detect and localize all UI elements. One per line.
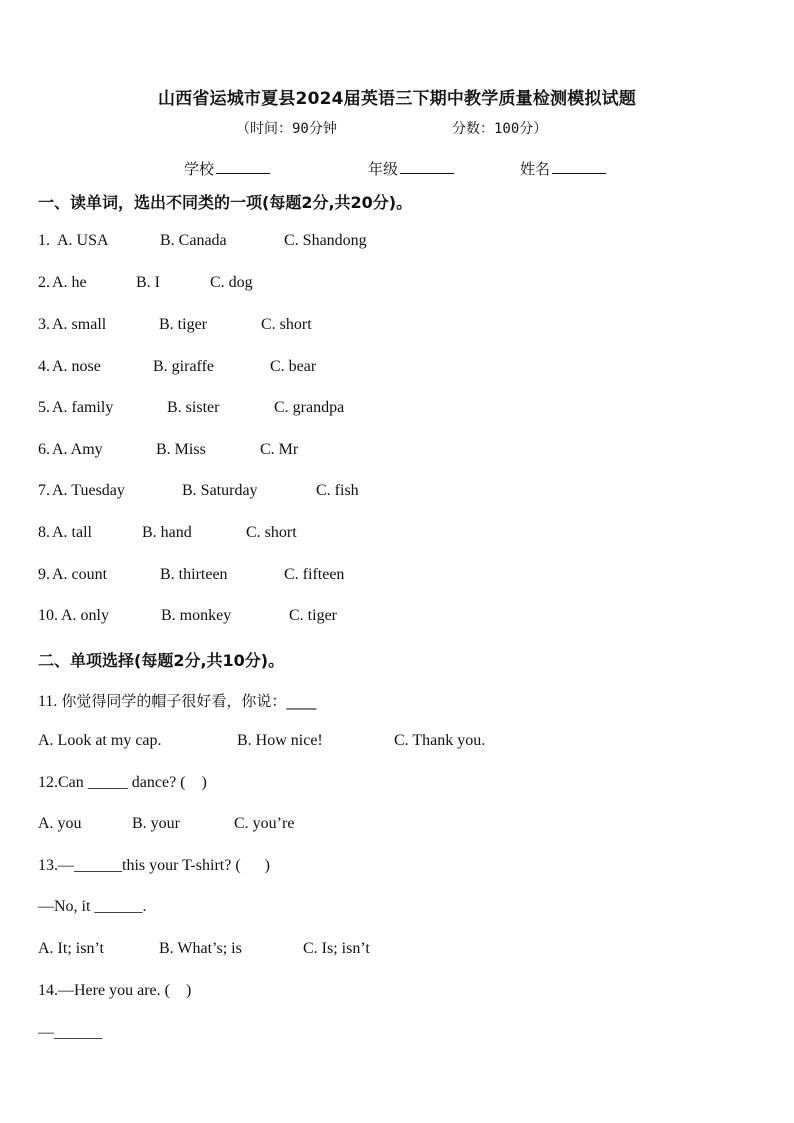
question-8-option-c: C. short (246, 524, 297, 541)
question-7-option-a: A. Tuesday (52, 482, 125, 499)
question-2-number: 2. (38, 274, 50, 291)
name-label: 姓名 (520, 160, 551, 178)
name-field (520, 158, 606, 179)
question-2-option-b: B. I (136, 274, 160, 291)
question-10-option-c: C. tiger (289, 607, 337, 624)
exam-score: 分数：100分） (452, 121, 548, 137)
school-blank (216, 159, 270, 174)
question-5-option-a: A. family (52, 399, 114, 416)
question-1-number: 1. (38, 232, 54, 249)
question-13-reply: —No, it ______. (38, 898, 147, 915)
question-5-number: 5. (38, 399, 50, 416)
question-4-option-c: C. bear (270, 358, 317, 375)
question-2-option-c: C. dog (210, 274, 253, 291)
exam-time: （时间：90分钟 (236, 121, 337, 137)
question-12-option-c: C. you’re (234, 815, 295, 832)
question-10-number: 10. (38, 607, 58, 624)
question-4-option-b: B. giraffe (153, 358, 215, 375)
question-6-option-c: C. Mr (260, 441, 299, 458)
question-3-option-a: A. small (52, 316, 107, 333)
page-title: 山西省运城市夏县2024届英语三下期中教学质量检测模拟试题 (157, 89, 637, 109)
question-12-option-b: B. your (132, 815, 180, 832)
question-10-option-b: B. monkey (161, 607, 232, 624)
question-14: 14.—Here you are. ( ) (38, 982, 192, 999)
name-blank (552, 159, 606, 174)
question-9-option-a: A. count (52, 566, 108, 583)
question-4-option-a: A. nose (52, 358, 101, 375)
question-11-number: 11. (38, 693, 62, 710)
question-12: 12.Can _____ dance? ( ) (38, 774, 207, 791)
question-1-option-a: A. USA (57, 232, 109, 249)
question-13-option-a: A. It; isn’t (38, 940, 104, 957)
grade-label: 年级 (368, 160, 399, 178)
part2-heading: 二、单项选择(每题2分,共10分)。 (38, 651, 285, 670)
question-1-option-c: C. Shandong (284, 232, 367, 249)
question-11-option-c: C. Thank you. (394, 732, 486, 749)
school-field (184, 158, 270, 179)
school-label: 学校 (184, 160, 215, 178)
question-7-option-c: C. fish (316, 482, 359, 499)
question-3-option-b: B. tiger (159, 316, 207, 333)
question-9-option-b: B. thirteen (160, 566, 228, 583)
grade-blank (400, 159, 454, 174)
grade-field (368, 158, 454, 179)
question-4-number: 4. (38, 358, 50, 375)
question-6-option-b: B. Miss (156, 441, 206, 458)
question-9-number: 9. (38, 566, 50, 583)
question-12-option-a: A. you (38, 815, 82, 832)
question-6-number: 6. (38, 441, 50, 458)
question-8-number: 8. (38, 524, 50, 541)
question-3-number: 3. (38, 316, 50, 333)
question-11 (38, 690, 316, 711)
question-6-option-a: A. Amy (52, 441, 103, 458)
question-13-option-c: C. Is; isn’t (303, 940, 370, 957)
question-11-text: 你觉得同学的帽子很好看，你说：____ (61, 692, 317, 710)
question-5-option-c: C. grandpa (274, 399, 345, 416)
question-8-option-b: B. hand (142, 524, 192, 541)
question-1-option-b: B. Canada (160, 232, 227, 249)
part1-heading: 一、读单词，选出不同类的一项(每题2分,共20分)。 (38, 193, 413, 212)
question-7-number: 7. (38, 482, 50, 499)
question-10-option-a: A. only (61, 607, 109, 624)
question-13: 13.—______this your T-shirt? ( ) (38, 857, 270, 874)
question-11-option-b: B. How nice! (237, 732, 323, 749)
question-11-option-a: A. Look at my cap. (38, 732, 162, 749)
question-5-option-b: B. sister (167, 399, 220, 416)
question-3-option-c: C. short (261, 316, 312, 333)
question-9-option-c: C. fifteen (284, 566, 345, 583)
question-14-reply: —______ (38, 1024, 102, 1041)
question-7-option-b: B. Saturday (182, 482, 258, 499)
question-13-option-b: B. What’s; is (159, 940, 242, 957)
question-8-option-a: A. tall (52, 524, 92, 541)
question-2-option-a: A. he (52, 274, 87, 291)
